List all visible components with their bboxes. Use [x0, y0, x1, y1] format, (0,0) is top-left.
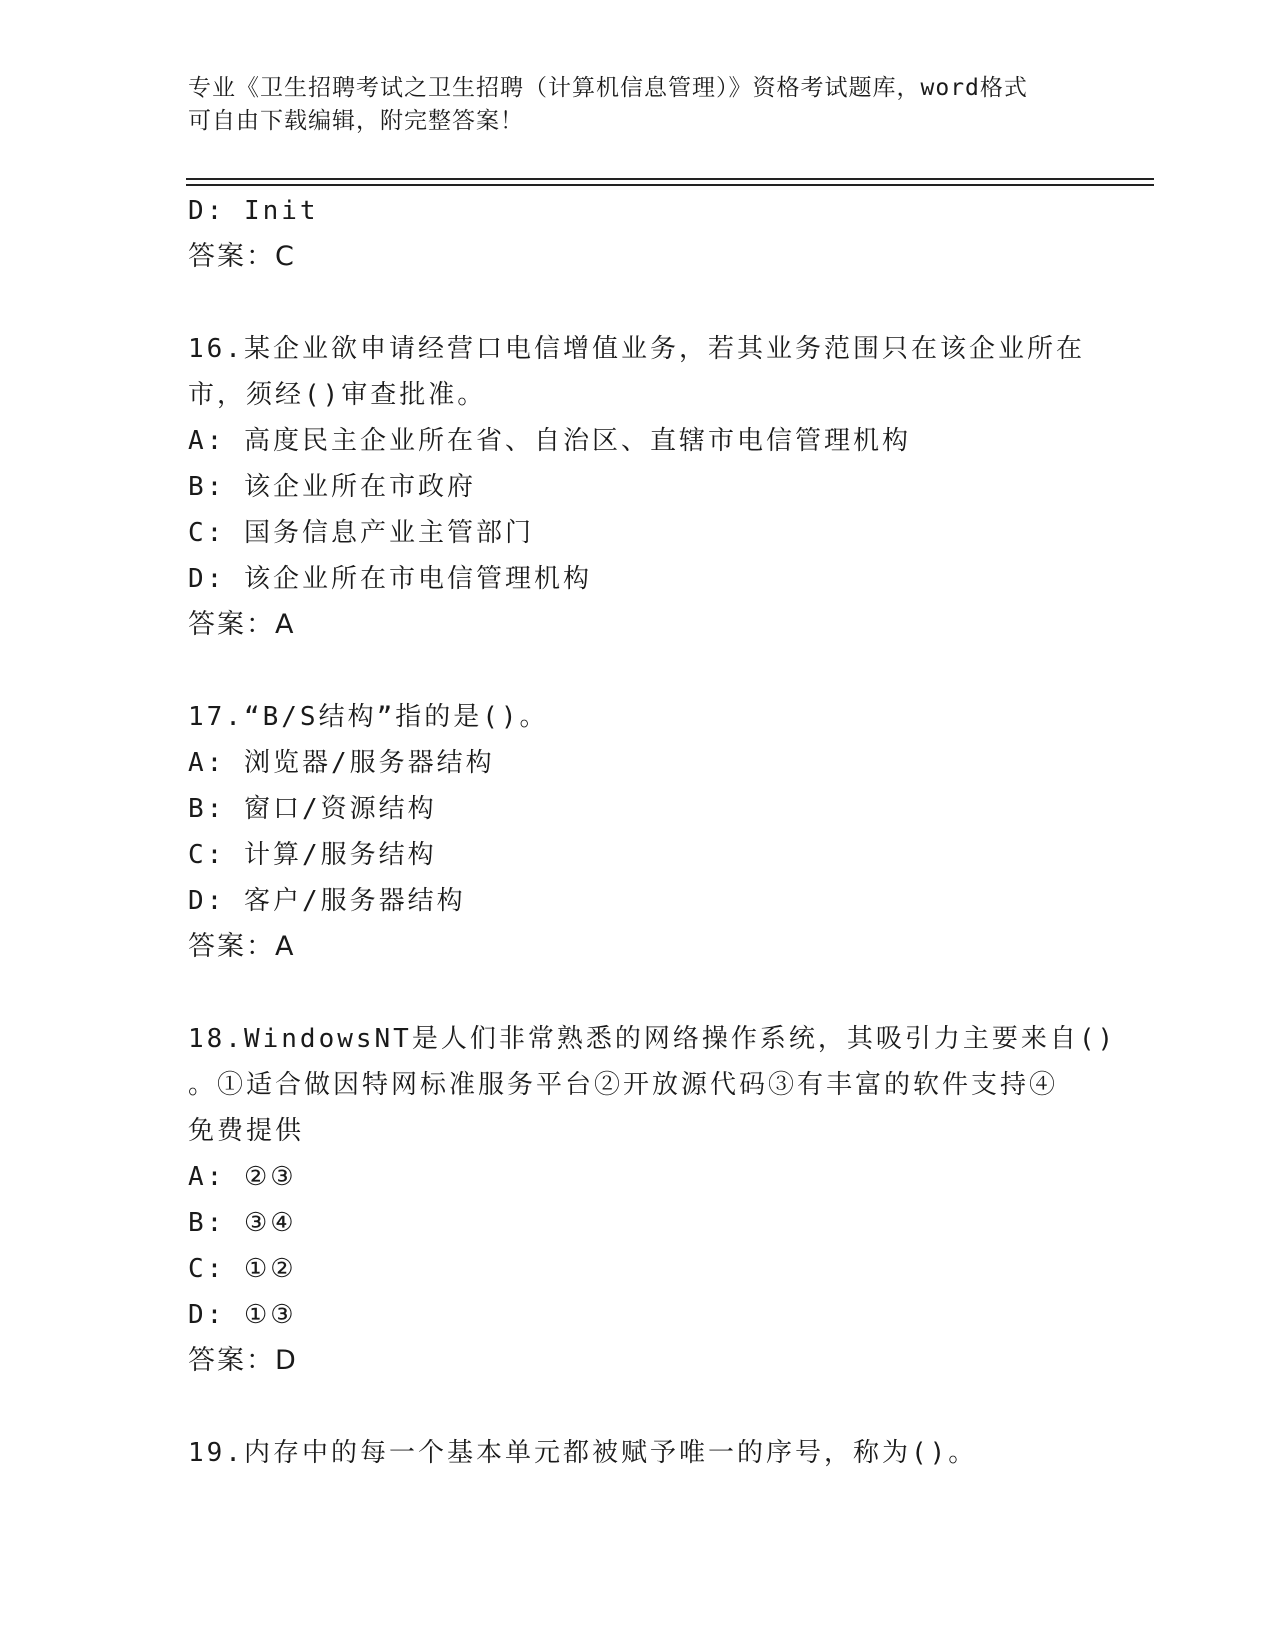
spacer	[188, 970, 1088, 1016]
spacer	[188, 648, 1088, 694]
question-18-text-line-2: 。①适合做因特网标准服务平台②开放源代码③有丰富的软件支持④	[188, 1070, 1059, 1100]
question-16-text-line-2: 市，须经()审查批准。	[188, 380, 487, 410]
question-17-text-line-1: 17.“B/S结构”指的是()。	[188, 702, 549, 732]
document-header	[188, 72, 1088, 138]
header-rule-top	[186, 178, 1154, 180]
question-16-option-a: A: 高度民主企业所在省、自治区、直辖市电信管理机构	[188, 426, 911, 456]
question-17-answer: 答案：A	[188, 931, 296, 962]
question-17-option-b: B: 窗口/资源结构	[188, 794, 437, 824]
header-line-1: 专业《卫生招聘考试之卫生招聘（计算机信息管理）》资格考试题库，word格式	[188, 75, 1028, 101]
question-18	[188, 1016, 1117, 1384]
question-17-option-a: A: 浏览器/服务器结构	[188, 748, 495, 778]
question-18-answer: 答案：D	[188, 1345, 298, 1376]
spacer	[188, 1384, 1088, 1430]
question-16-option-c: C: 国务信息产业主管部门	[188, 518, 534, 548]
question-list	[188, 188, 1117, 1476]
prev-answer: 答案：C	[188, 241, 296, 272]
prev-option-d: D: Init	[188, 196, 319, 226]
spacer	[188, 280, 1088, 326]
header-rule-bottom	[186, 184, 1154, 186]
question-18-option-a: A: ②③	[188, 1162, 297, 1192]
question-18-option-b: B: ③④	[188, 1208, 297, 1238]
question-19-text-line-1: 19.内存中的每一个基本单元都被赋予唯一的序号，称为()。	[188, 1438, 978, 1468]
question-18-text-line-1: 18.WindowsNT是人们非常熟悉的网络操作系统，其吸引力主要来自()	[188, 1024, 1117, 1054]
question-19	[188, 1430, 1088, 1476]
question-17-option-d: D: 客户/服务器结构	[188, 886, 466, 916]
question-16-answer: 答案：A	[188, 609, 296, 640]
question-18-option-d: D: ①③	[188, 1300, 297, 1330]
question-16-text-line-1: 16.某企业欲申请经营口电信增值业务，若其业务范围只在该企业所在	[188, 334, 1085, 364]
question-17-option-c: C: 计算/服务结构	[188, 840, 437, 870]
question-18-text-line-3: 免费提供	[188, 1116, 305, 1146]
question-16	[188, 326, 1088, 648]
question-16-option-b: B: 该企业所在市政府	[188, 472, 476, 502]
question-18-option-c: C: ①②	[188, 1254, 297, 1284]
header-line-2: 可自由下载编辑，附完整答案！	[188, 108, 524, 134]
question-16-option-d: D: 该企业所在市电信管理机构	[188, 564, 592, 594]
question-17	[188, 694, 1088, 970]
